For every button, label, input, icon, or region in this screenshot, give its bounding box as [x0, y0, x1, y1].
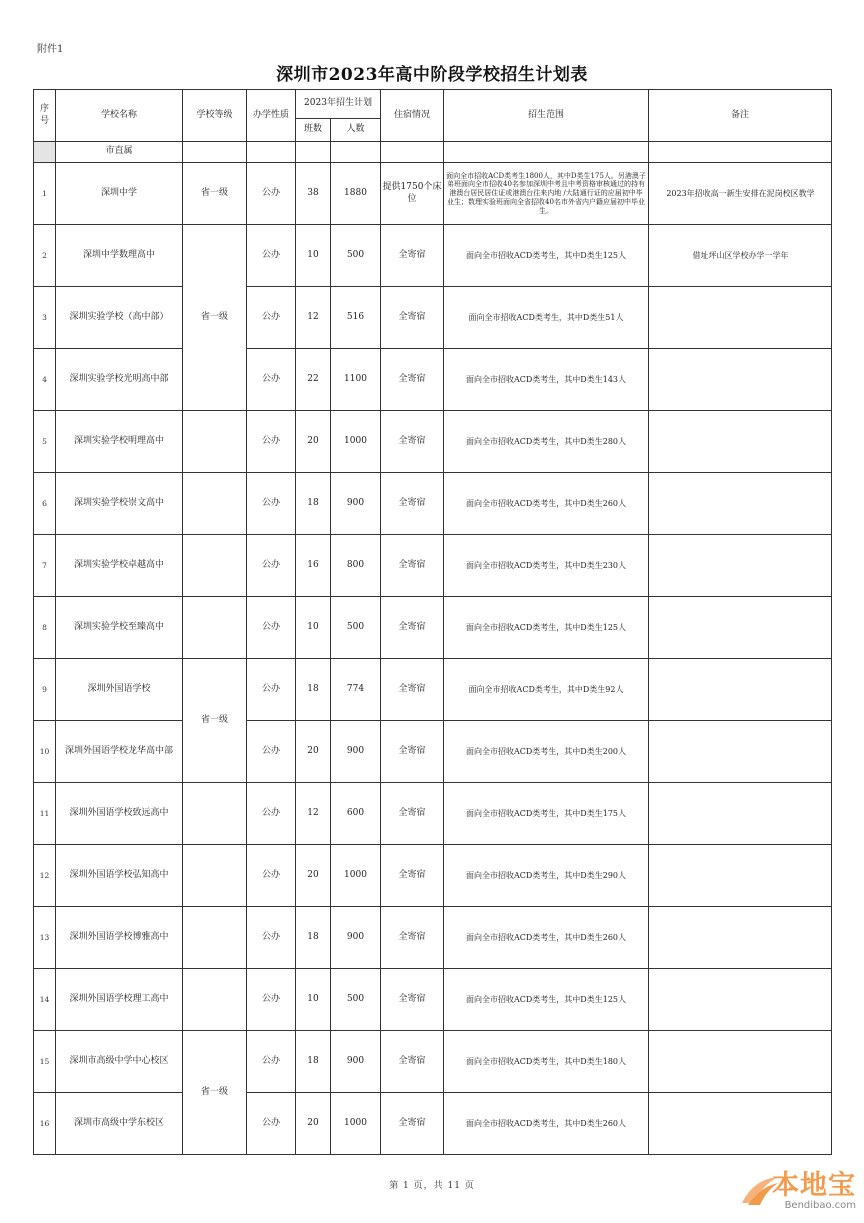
page-footer: 第 1 页，共 11 页 [389, 1181, 475, 1191]
table-row [34, 225, 832, 287]
row-students: 1100 [331, 349, 381, 411]
row-classes: 12 [296, 783, 331, 845]
row-boarding: 全寄宿 [381, 907, 444, 969]
row-school-name: 深圳外国语学校博雅高中 [56, 907, 183, 969]
row-students: 774 [331, 659, 381, 721]
row-scope: 面向全市招收ACD类考生，其中D类生260人 [444, 1093, 649, 1155]
row-boarding: 提供1750个床位 [381, 163, 444, 225]
header-seq-line2: 号 [39, 115, 49, 126]
row-scope: 面向全市招收ACD类考生，其中D类生92人 [444, 659, 649, 721]
row-boarding: 全寄宿 [381, 411, 444, 473]
row-school-name: 深圳实验学校崇文高中 [56, 473, 183, 535]
header-row [34, 90, 832, 119]
table-row [34, 1031, 832, 1093]
row-note [649, 473, 832, 535]
row-note [649, 1093, 832, 1155]
table-row [34, 721, 832, 783]
bendibao-logo [740, 1163, 858, 1219]
section-cell [444, 142, 649, 163]
table-row [34, 411, 832, 473]
row-boarding: 全寄宿 [381, 969, 444, 1031]
row-school-type: 公办 [247, 721, 296, 783]
row-seq: 13 [34, 907, 56, 969]
row-classes: 18 [296, 1031, 331, 1093]
row-classes: 38 [296, 163, 331, 225]
row-school-name: 深圳中学 [56, 163, 183, 225]
table-row [34, 597, 832, 659]
row-note [649, 907, 832, 969]
row-school-level [183, 845, 247, 907]
section-cell [331, 142, 381, 163]
row-school-name: 深圳外国语学校弘知高中 [56, 845, 183, 907]
row-boarding: 全寄宿 [381, 225, 444, 287]
row-school-level [183, 535, 247, 597]
row-classes: 20 [296, 721, 331, 783]
row-note [649, 659, 832, 721]
row-boarding: 全寄宿 [381, 783, 444, 845]
row-classes: 12 [296, 287, 331, 349]
row-school-level [183, 597, 247, 659]
row-seq: 16 [34, 1093, 56, 1155]
row-school-type: 公办 [247, 969, 296, 1031]
row-boarding: 全寄宿 [381, 597, 444, 659]
row-note [649, 969, 832, 1031]
row-school-level [183, 411, 247, 473]
page-title: 深圳市2023年高中阶段学校招生计划表 [276, 65, 588, 85]
row-students: 516 [331, 287, 381, 349]
row-school-type: 公办 [247, 845, 296, 907]
row-school-name: 深圳外国语学校龙华高中部 [56, 721, 183, 783]
row-boarding: 全寄宿 [381, 287, 444, 349]
row-boarding: 全寄宿 [381, 1093, 444, 1155]
row-school-type: 公办 [247, 163, 296, 225]
row-school-level [183, 969, 247, 1031]
section-row [34, 142, 832, 163]
row-students: 900 [331, 473, 381, 535]
row-school-type: 公办 [247, 473, 296, 535]
row-seq: 14 [34, 969, 56, 1031]
row-school-level [183, 473, 247, 535]
header-school-level: 学校等级 [183, 90, 247, 142]
row-note [649, 845, 832, 907]
row-school-type: 公办 [247, 411, 296, 473]
row-scope: 面向全市招收ACD类考生，其中D类生280人 [444, 411, 649, 473]
row-school-type: 公办 [247, 535, 296, 597]
row-school-type: 公办 [247, 659, 296, 721]
section-cell [183, 142, 247, 163]
row-note [649, 349, 832, 411]
header-school-type: 办学性质 [247, 90, 296, 142]
row-seq: 15 [34, 1031, 56, 1093]
row-classes: 16 [296, 535, 331, 597]
row-note [649, 721, 832, 783]
row-school-name: 深圳实验学校至臻高中 [56, 597, 183, 659]
row-school-name: 深圳外国语学校 [56, 659, 183, 721]
row-note [649, 287, 832, 349]
row-school-type: 公办 [247, 1093, 296, 1155]
row-note: 2023年招收高一新生安排在泥岗校区教学 [649, 163, 832, 225]
row-school-name: 深圳中学数理高中 [56, 225, 183, 287]
row-classes: 20 [296, 411, 331, 473]
row-scope: 面向全市招收ACD类考生，其中D类生125人 [444, 597, 649, 659]
row-seq: 8 [34, 597, 56, 659]
row-classes: 10 [296, 225, 331, 287]
row-students: 1000 [331, 411, 381, 473]
row-school-level: 省一级 [183, 163, 247, 225]
row-scope: 面向全市招收ACD类考生，其中D类生200人 [444, 721, 649, 783]
row-scope: 面向全市招收ACD类考生，其中D类生125人 [444, 225, 649, 287]
row-classes: 20 [296, 1093, 331, 1155]
header-plan-group: 2023年招生计划 [296, 90, 381, 119]
row-scope: 面向全市招收ACD类考生，其中D类生175人 [444, 783, 649, 845]
row-note [649, 411, 832, 473]
row-school-name: 深圳实验学校卓越高中 [56, 535, 183, 597]
row-school-name: 深圳市高级中学中心校区 [56, 1031, 183, 1093]
row-boarding: 全寄宿 [381, 473, 444, 535]
table-row [34, 845, 832, 907]
row-classes: 18 [296, 907, 331, 969]
row-classes: 10 [296, 969, 331, 1031]
row-note [649, 535, 832, 597]
header-seq [34, 90, 56, 142]
row-classes: 10 [296, 597, 331, 659]
row-boarding: 全寄宿 [381, 535, 444, 597]
row-school-name: 深圳实验学校明理高中 [56, 411, 183, 473]
row-school-type: 公办 [247, 907, 296, 969]
row-scope: 面向全市招收ACD类考生，其中D类生260人 [444, 473, 649, 535]
row-students: 500 [331, 597, 381, 659]
row-school-type: 公办 [247, 1031, 296, 1093]
row-school-name: 深圳实验学校光明高中部 [56, 349, 183, 411]
row-note [649, 783, 832, 845]
row-school-name: 深圳市高级中学东校区 [56, 1093, 183, 1155]
row-students: 1000 [331, 1093, 381, 1155]
header-classes: 班数 [296, 119, 331, 142]
row-school-level [183, 907, 247, 969]
row-classes: 20 [296, 845, 331, 907]
row-scope: 面向全市招收ACD类考生，其中D类生143人 [444, 349, 649, 411]
row-school-type: 公办 [247, 349, 296, 411]
header-seq-line1: 序 [39, 104, 49, 115]
row-boarding: 全寄宿 [381, 349, 444, 411]
row-school-level [183, 783, 247, 845]
row-school-type: 公办 [247, 287, 296, 349]
row-students: 600 [331, 783, 381, 845]
row-students: 800 [331, 535, 381, 597]
logo-brand-text: 本地宝 [772, 1170, 856, 1201]
row-note [649, 1031, 832, 1093]
row-seq: 6 [34, 473, 56, 535]
row-seq: 12 [34, 845, 56, 907]
row-students: 900 [331, 721, 381, 783]
row-seq: 2 [34, 225, 56, 287]
row-school-type: 公办 [247, 225, 296, 287]
table-row [34, 1093, 832, 1155]
table-row [34, 287, 832, 349]
header-scope: 招生范围 [444, 90, 649, 142]
row-school-type: 公办 [247, 783, 296, 845]
row-seq: 3 [34, 287, 56, 349]
section-cell [247, 142, 296, 163]
row-seq: 11 [34, 783, 56, 845]
row-seq: 1 [34, 163, 56, 225]
row-seq: 9 [34, 659, 56, 721]
table-row [34, 783, 832, 845]
row-classes: 22 [296, 349, 331, 411]
section-seq-cell [34, 142, 56, 163]
table-row [34, 163, 832, 225]
row-boarding: 全寄宿 [381, 659, 444, 721]
header-boarding: 住宿情况 [381, 90, 444, 142]
table-row [34, 907, 832, 969]
row-school-type: 公办 [247, 597, 296, 659]
row-seq: 10 [34, 721, 56, 783]
row-classes: 18 [296, 659, 331, 721]
row-students: 1000 [331, 845, 381, 907]
attachment-label: 附件1 [37, 44, 64, 55]
row-students: 500 [331, 969, 381, 1031]
section-cell [296, 142, 331, 163]
row-scope: 面向全市招收ACD类考生，其中D类生51人 [444, 287, 649, 349]
row-boarding: 全寄宿 [381, 721, 444, 783]
row-students: 1880 [331, 163, 381, 225]
row-students: 900 [331, 1031, 381, 1093]
row-boarding: 全寄宿 [381, 845, 444, 907]
enrollment-plan-table [33, 89, 832, 1155]
row-students: 500 [331, 225, 381, 287]
row-students: 900 [331, 907, 381, 969]
row-seq: 4 [34, 349, 56, 411]
table-row [34, 349, 832, 411]
row-scope: 面向全市招收ACD类考生，其中D类生230人 [444, 535, 649, 597]
table-row [34, 535, 832, 597]
section-label: 市直属 [56, 142, 183, 163]
row-scope: 面向全市招收ACD类考生，其中D类生260人 [444, 907, 649, 969]
row-scope: 面向全市招收ACD类考生，其中D类生290人 [444, 845, 649, 907]
row-scope: 面向全市招收ACD类考生1800人，其中D类生175人。另港澳子弟班面向全市招收40名参加深圳中考且中考资格审核通过的持有港澳台居民居住证或港澳台往来内地 /大陆通行证的应届初中毕业生；数理实验班面向全省招收40名市外省内户籍应届初中毕业生。 [444, 163, 649, 225]
table-row [34, 659, 832, 721]
row-classes: 18 [296, 473, 331, 535]
row-scope: 面向全市招收ACD类考生，其中D类生180人 [444, 1031, 649, 1093]
table-row [34, 969, 832, 1031]
row-school-level: 省一级 [183, 225, 247, 411]
row-note [649, 597, 832, 659]
row-seq: 5 [34, 411, 56, 473]
header-notes: 备注 [649, 90, 832, 142]
row-seq: 7 [34, 535, 56, 597]
row-scope: 面向全市招收ACD类考生，其中D类生125人 [444, 969, 649, 1031]
row-note: 借址坪山区学校办学一学年 [649, 225, 832, 287]
section-cell [649, 142, 832, 163]
row-school-name: 深圳外国语学校致远高中 [56, 783, 183, 845]
row-school-name: 深圳外国语学校理工高中 [56, 969, 183, 1031]
row-school-level: 省一级 [183, 659, 247, 783]
table-row [34, 473, 832, 535]
header-school-name: 学校名称 [56, 90, 183, 142]
header-students: 人数 [331, 119, 381, 142]
row-school-name: 深圳实验学校（高中部） [56, 287, 183, 349]
row-school-level: 省一级 [183, 1031, 247, 1155]
section-cell [381, 142, 444, 163]
row-boarding: 全寄宿 [381, 1031, 444, 1093]
logo-url-text: Bendibao.com [784, 1200, 856, 1211]
